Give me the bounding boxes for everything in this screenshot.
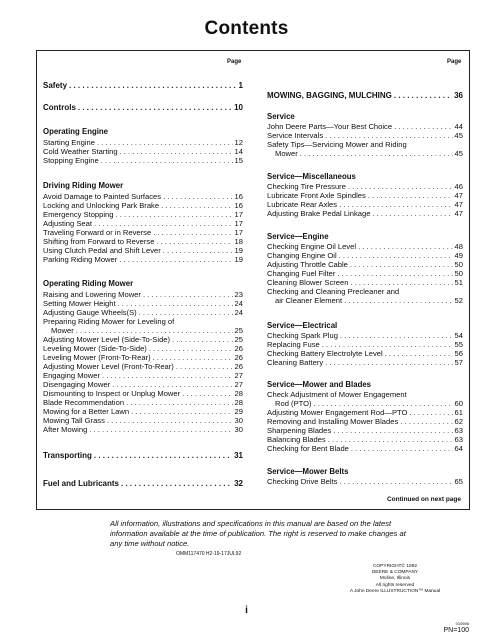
toc-entry-title: Adjusting Throttle Cable [267, 260, 348, 269]
toc-entry-page: 49 [454, 251, 463, 260]
toc-entry-page: 63 [454, 435, 463, 444]
toc-entry-title: Stopping Engine [43, 156, 99, 165]
toc-entry-page: 26 [234, 344, 243, 353]
toc-entry [267, 331, 463, 340]
toc-entry-title: Mower [275, 149, 298, 158]
toc-entry-page: 18 [234, 237, 243, 246]
dot-leader [117, 255, 232, 264]
toc-entry-page: 31 [234, 451, 243, 460]
dot-leader [87, 425, 232, 434]
toc-entry-page: 27 [234, 380, 243, 389]
toc-entry-title: Mower [51, 326, 74, 335]
toc-entry-title: Adjusting Gauge Wheels(S) [43, 308, 137, 317]
toc-entry-page: 36 [454, 91, 463, 100]
page-number: i [245, 605, 248, 616]
toc-entry-page: 15 [234, 156, 243, 165]
toc-entry-page: 28 [234, 389, 243, 398]
notice-text: All information, illustrations and specifications in this manual are based on the latest information available at the time of publication. The right is reserved to make changes at any time without notice. [110, 519, 406, 548]
toc-entry [43, 389, 243, 398]
toc-entry [267, 426, 463, 435]
toc-entry [43, 362, 243, 371]
toc-entry-title: Checking Spark Plug [267, 331, 338, 340]
toc-entry-title: Adjusting Mower Engagement Rod—PTO [267, 408, 408, 417]
toc-entry-title: Leveling Mower (Front-To-Rear) [43, 353, 151, 362]
toc-entry-page: 62 [454, 417, 463, 426]
toc-entry-title: Fuel and Lubricants [43, 479, 120, 488]
dot-leader [92, 219, 233, 228]
toc-entry-page: 19 [234, 255, 243, 264]
toc-entry-title: Leveling Mower (Side-To-Side) [43, 344, 147, 353]
toc-entry-title: Avoid Damage to Painted Surfaces [43, 192, 162, 201]
section-heading: Operating Riding Mower [43, 279, 134, 288]
toc-entry [267, 417, 463, 426]
dot-leader [124, 398, 232, 407]
dot-leader [398, 417, 452, 426]
copyright-block [320, 564, 470, 595]
toc-entry [43, 147, 243, 156]
dot-leader [407, 408, 452, 417]
dot-leader [326, 435, 453, 444]
dot-leader [147, 344, 233, 353]
toc-entry-title: Replacing Fuse [267, 340, 320, 349]
toc-entry-title: Engaging Mower [43, 371, 100, 380]
toc-entry [267, 131, 463, 140]
toc-entry-title: Shifting from Forward to Reverse [43, 237, 155, 246]
toc-entry-title: Mowing Tall Grass [43, 416, 105, 425]
toc-entry-title: Blade Recommendation [43, 398, 125, 407]
dot-leader [154, 237, 232, 246]
dot-leader [348, 278, 452, 287]
dot-leader [161, 192, 232, 201]
section-heading: Service—Electrical [267, 321, 338, 330]
dot-leader [312, 399, 453, 408]
dot-leader [392, 91, 452, 100]
toc-entry [267, 191, 463, 200]
toc-entry-title: Safety Tips—Servicing Mower and Riding [267, 140, 407, 149]
toc-entry-page: 63 [454, 426, 463, 435]
left-page-label: Page [227, 59, 242, 65]
toc-entry-page: 30 [234, 416, 243, 425]
toc-entry [267, 269, 463, 278]
toc-entry [267, 91, 463, 100]
toc-entry-title: Disengaging Mower [43, 380, 111, 389]
toc-entry-title: Transporting [43, 451, 92, 460]
toc-entry [43, 201, 243, 210]
toc-entry [43, 228, 243, 237]
toc-entry-title: Controls [43, 103, 76, 112]
toc-entry-page: 32 [234, 479, 243, 488]
dot-leader [170, 335, 233, 344]
dot-leader [356, 242, 452, 251]
toc-entry-page: 47 [454, 191, 463, 200]
toc-entry [43, 407, 243, 416]
toc-entry [267, 209, 463, 218]
dot-leader [161, 246, 233, 255]
toc-entry [267, 408, 463, 417]
toc-entry-page: 24 [234, 308, 243, 317]
dot-leader [114, 210, 233, 219]
dot-leader [342, 296, 452, 305]
toc-entry-page: 26 [234, 353, 243, 362]
toc-entry [43, 299, 243, 308]
toc-entry [267, 435, 463, 444]
toc-entry-page: 45 [454, 149, 463, 158]
dot-leader [331, 426, 452, 435]
toc-entry-page: 17 [234, 219, 243, 228]
toc-entry-title: Changing Engine Oil [267, 251, 337, 260]
dot-leader [137, 308, 233, 317]
toc-entry [267, 358, 463, 367]
toc-entry-page: 52 [454, 296, 463, 305]
toc-entry [267, 200, 463, 209]
section-heading: Service—Mower Belts [267, 467, 349, 476]
toc-entry-title: Checking Drive Belts [267, 477, 338, 486]
toc-entry-page: 30 [234, 425, 243, 434]
toc-entry-page: 61 [454, 408, 463, 417]
toc-entry-title: Checking and Cleaning Precleaner and [267, 287, 400, 296]
toc-entry [267, 340, 463, 349]
toc-entry-title: Sharpening Blades [267, 426, 332, 435]
toc-entry-title: MOWING, BAGGING, MULCHING [267, 91, 392, 100]
toc-entry [43, 380, 243, 389]
toc-entry-title: Setting Mower Height [43, 299, 116, 308]
toc-entry-title: Dismounting to Inspect or Unplug Mower [43, 389, 181, 398]
toc-entry [51, 326, 243, 335]
dot-leader [118, 147, 233, 156]
dot-leader [337, 200, 452, 209]
dot-leader [323, 131, 452, 140]
toc-entry-title: Balancing Blades [267, 435, 326, 444]
toc-entry-page: 46 [454, 182, 463, 191]
toc-entry-title: Locking and Unlocking Park Brake [43, 201, 160, 210]
toc-entry-page: 60 [454, 399, 463, 408]
toc-entry-page: 45 [454, 131, 463, 140]
toc-entry-page: 16 [234, 192, 243, 201]
toc-entry-page: 29 [234, 407, 243, 416]
dot-leader [141, 290, 233, 299]
right-page-label: Page [447, 59, 462, 65]
toc-entry-title: Starting Engine [43, 138, 95, 147]
toc-entry [267, 444, 463, 453]
dot-leader [298, 149, 453, 158]
toc-entry-title: Checking Engine Oil Level [267, 242, 357, 251]
toc-entry-title: Traveling Forward or in Reverse [43, 228, 152, 237]
toc-entry-title: Checking Tire Pressure [267, 182, 346, 191]
dot-leader [116, 299, 233, 308]
toc-entry-page: 14 [234, 147, 243, 156]
toc-entry-title: Rod (PTO) [275, 399, 312, 408]
toc-entry [43, 398, 243, 407]
toc-entry-title: Adjusting Seat [43, 219, 92, 228]
toc-entry [43, 210, 243, 219]
toc-entry-page: 23 [234, 290, 243, 299]
dot-leader [337, 477, 452, 486]
copyright-line: A John Deere ILLUSTRUCTION™ Manual [349, 588, 441, 594]
toc-entry [43, 425, 243, 434]
toc-entry [43, 237, 243, 246]
page-title: Contents [204, 18, 289, 39]
toc-entry-title: Check Adjustment of Mower Engagement [267, 390, 407, 399]
toc-entry-title: Adjusting Mower Level (Front-To-Rear) [43, 362, 174, 371]
dot-leader [383, 349, 453, 358]
toc-entry-title: Checking Battery Electrolyte Level [267, 349, 383, 358]
toc-entry-title: Adjusting Brake Pedal Linkage [267, 209, 371, 218]
toc-entry-page: 12 [234, 138, 243, 147]
toc-entry [43, 290, 243, 299]
dot-leader [105, 416, 233, 425]
dot-leader [370, 209, 452, 218]
toc-entry-page: 57 [454, 358, 463, 367]
copyright-line: All rights reserved [375, 582, 415, 588]
dot-leader [349, 444, 453, 453]
dot-leader [348, 260, 453, 269]
toc-entry [267, 349, 463, 358]
dot-leader [100, 371, 233, 380]
toc-entry-page: 51 [454, 278, 463, 287]
toc-entry-title: Using Clutch Pedal and Shift Lever [43, 246, 161, 255]
dot-leader [346, 182, 453, 191]
toc-entry [43, 192, 243, 201]
toc-entry [267, 260, 463, 269]
toc-entry-page: 44 [454, 122, 463, 131]
toc-entry [275, 296, 463, 305]
toc-entry [267, 251, 463, 260]
dot-leader [159, 201, 232, 210]
dot-leader [74, 326, 233, 335]
section-heading: Service [267, 112, 295, 121]
dot-leader [92, 451, 232, 460]
document-code: OMM117470 H2-19-17JUL92 [176, 551, 242, 557]
toc-entry-page: 10 [234, 103, 243, 112]
dot-leader [337, 251, 453, 260]
toc-entry-page: 27 [234, 371, 243, 380]
toc-entry-page: 16 [234, 201, 243, 210]
dot-leader [99, 156, 233, 165]
toc-entry-page: 25 [234, 326, 243, 335]
dot-leader [110, 380, 232, 389]
toc-entry-page: 48 [454, 242, 463, 251]
copyright-line: Moline, Illinois [379, 576, 411, 582]
toc-entry-page: 28 [234, 398, 243, 407]
contents-box [36, 50, 470, 510]
section-heading: Service—Miscellaneous [267, 172, 356, 181]
section-heading: Operating Engine [43, 127, 108, 136]
toc-entry-page: 24 [234, 299, 243, 308]
dot-leader [366, 191, 453, 200]
dot-leader [335, 269, 452, 278]
toc-entry-page: 50 [454, 269, 463, 278]
toc-entry-title: Preparing Riding Mower for Leveling of [43, 317, 175, 326]
toc-entry [43, 255, 243, 264]
dot-leader [338, 331, 453, 340]
toc-entry-page: 17 [234, 228, 243, 237]
toc-entry-title: After Mowing [43, 425, 88, 434]
toc-entry-page: 54 [454, 331, 463, 340]
section-heading: Driving Riding Mower [43, 181, 124, 190]
toc-entry-title: Mowing for a Better Lawn [43, 407, 130, 416]
toc-entry-title: Parking Riding Mower [43, 255, 118, 264]
toc-entry [43, 451, 243, 460]
section-heading: Service—Mower and Blades [267, 380, 371, 389]
toc-entry-title: Checking for Bent Blade [267, 444, 349, 453]
dot-leader [76, 103, 232, 112]
dot-leader [95, 138, 233, 147]
toc-entry [267, 278, 463, 287]
toc-entry [43, 479, 243, 488]
toc-entry-title: Lubricate Rear Axles [267, 200, 338, 209]
toc-entry-title: Changing Fuel Filter [267, 269, 336, 278]
toc-entry-title: air Cleaner Element [275, 296, 343, 305]
toc-entry-page: 47 [454, 200, 463, 209]
toc-entry-page: 55 [454, 340, 463, 349]
pn-code: 010696 [455, 621, 469, 626]
toc-entry-page: 65 [454, 477, 463, 486]
toc-entry [43, 344, 243, 353]
toc-entry-title: Safety [43, 81, 68, 90]
toc-entry-title: Emergency Stopping [43, 210, 114, 219]
toc-entry-title: Cleaning Battery [267, 358, 324, 367]
toc-entry-page: 64 [454, 444, 463, 453]
toc-entry-page: 19 [234, 246, 243, 255]
copyright-line: DEERE & COMPANY [371, 570, 419, 576]
toc-entry-page: 47 [454, 209, 463, 218]
toc-entry-title: Service Intervals [267, 131, 324, 140]
toc-entry [43, 246, 243, 255]
dot-leader [323, 358, 452, 367]
toc-entry-page: 26 [234, 362, 243, 371]
toc-entry-title: Cleaning Blower Screen [267, 278, 349, 287]
dot-leader [320, 340, 453, 349]
toc-entry-page: 56 [454, 349, 463, 358]
dot-leader [119, 479, 232, 488]
toc-entry-page: 50 [454, 260, 463, 269]
dot-leader [392, 122, 452, 131]
toc-entry [43, 81, 243, 90]
toc-entry-title: Lubricate Front Axle Spindles [267, 191, 366, 200]
dot-leader [151, 353, 233, 362]
toc-entry [43, 335, 243, 344]
dot-leader [180, 389, 232, 398]
toc-entry [43, 219, 243, 228]
dot-leader [67, 81, 237, 90]
toc-entry-page: 17 [234, 210, 243, 219]
toc-entry-page: 1 [238, 81, 243, 90]
toc-entry [267, 477, 463, 486]
toc-entry [275, 149, 463, 158]
toc-entry [43, 416, 243, 425]
toc-entry-title: Adjusting Mower Level (Side-To-Side) [43, 335, 171, 344]
toc-entry-title: Raising and Lowering Mower [43, 290, 141, 299]
toc-entry [43, 103, 243, 112]
toc-entry [43, 353, 243, 362]
toc-entry [275, 399, 463, 408]
dot-leader [151, 228, 232, 237]
toc-entry [43, 156, 243, 165]
toc-entry-title: Removing and Installing Mower Blades [267, 417, 399, 426]
toc-entry [267, 182, 463, 191]
section-heading: Service—Engine [267, 232, 329, 241]
toc-entry-page: 25 [234, 335, 243, 344]
copyright-line: COPYRIGHT© 1992 [372, 564, 418, 569]
toc-entry [43, 138, 243, 147]
toc-entry [43, 371, 243, 380]
dot-leader [174, 362, 233, 371]
toc-entry-title: John Deere Parts—Your Best Choice [267, 122, 393, 131]
toc-entry [267, 122, 463, 131]
toc-entry [267, 242, 463, 251]
pn-label: PN=100 [443, 627, 469, 634]
dot-leader [129, 407, 232, 416]
toc-entry [43, 308, 243, 317]
toc-entry-title: Cold Weather Starting [43, 147, 118, 156]
continued-note: Continued on next page [386, 496, 461, 503]
